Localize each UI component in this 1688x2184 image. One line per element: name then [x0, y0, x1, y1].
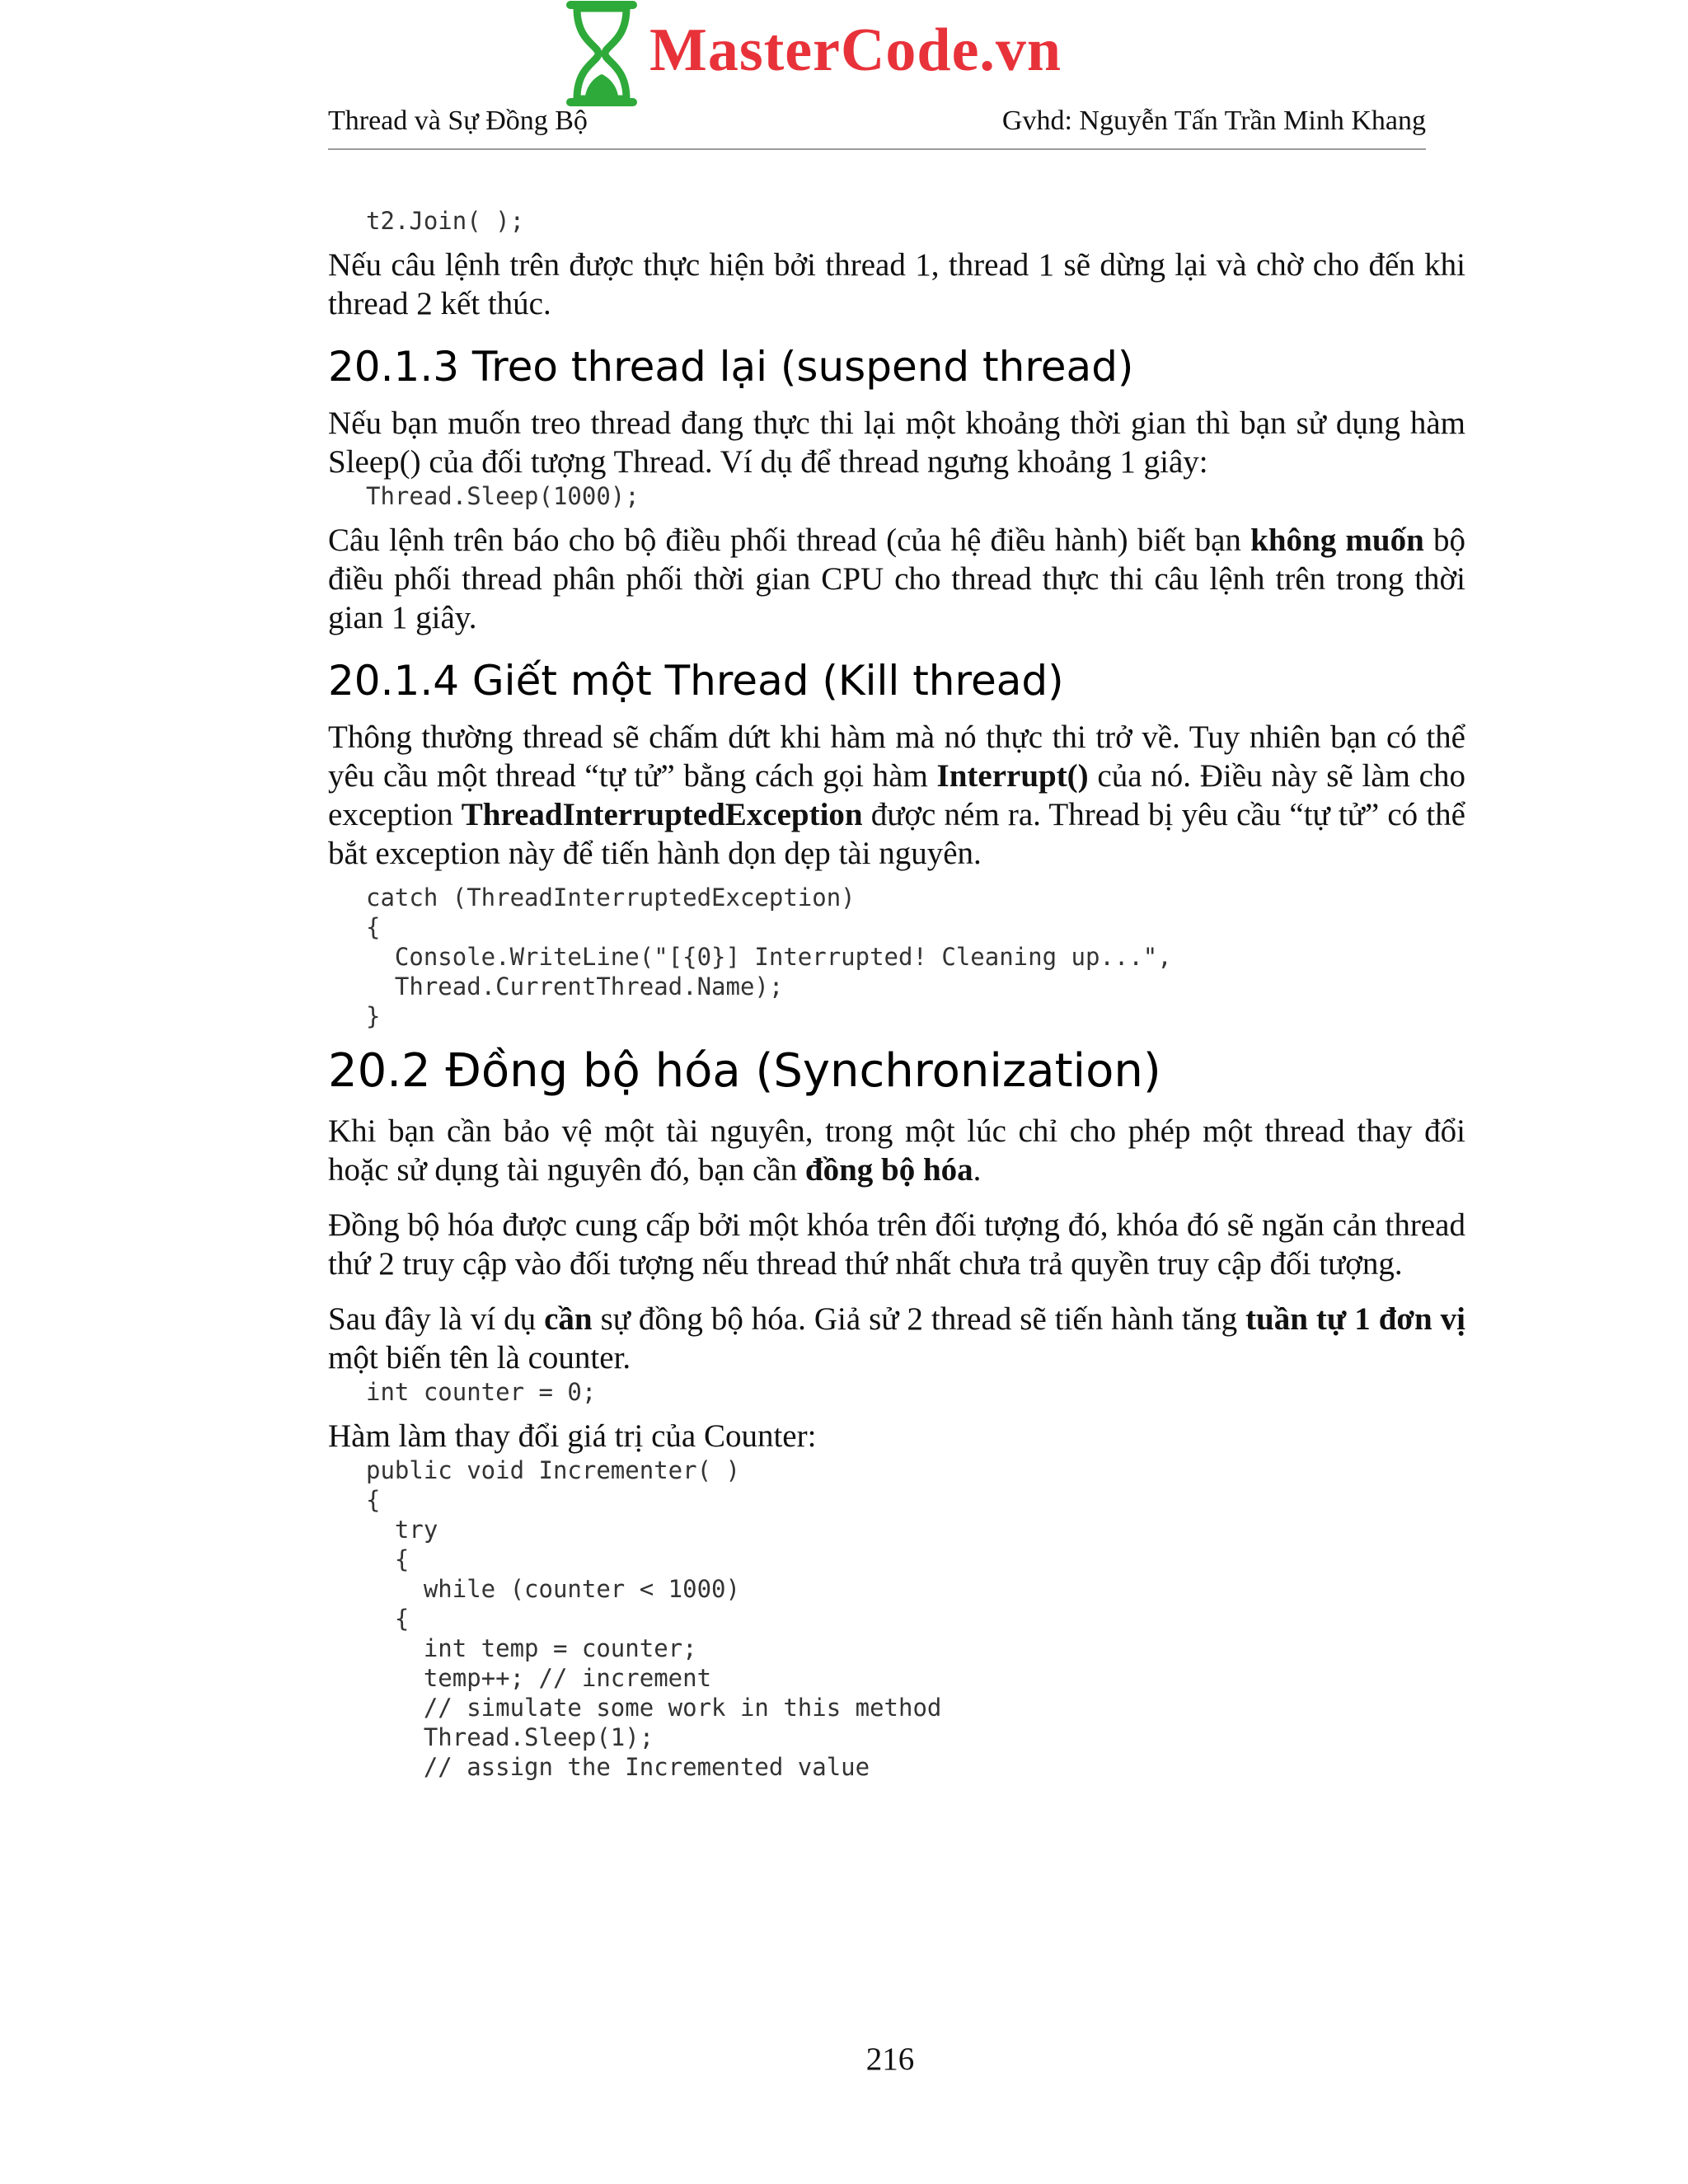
code-catch-block: catch (ThreadInterruptedException) { Console.WriteLine("[{0}] Interrupted! Cleaning up...", Thread.CurrentThread.Name); }	[366, 883, 1172, 1030]
running-header	[328, 105, 1426, 150]
heading-20-1-3: 20.1.3 Treo thread lại (suspend thread)	[328, 343, 1134, 391]
paragraph-counter-function: Hàm làm thay đổi giá trị của Counter:	[328, 1418, 817, 1454]
paragraph-sleep-intro: Nếu bạn muốn treo thread đang thực thi lại một khoảng thời gian thì bạn sử dụng hàm Sleep() của đối tượng Thread. Ví dụ để thread ngưng khoảng 1 giây:	[328, 405, 1465, 480]
heading-20-2: 20.2 Đồng bộ hóa (Synchronization)	[328, 1044, 1161, 1098]
hourglass-icon	[560, 0, 643, 107]
paragraph-join-explanation: Nếu câu lệnh trên được thực hiện bởi thread 1, thread 1 sẽ dừng lại và chờ cho đến khi thread 2 kết thúc.	[328, 247, 1465, 321]
paragraph-sync-lock: Đồng bộ hóa được cung cấp bởi một khóa trên đối tượng đó, khóa đó sẽ ngăn cản thread thứ 2 truy cập vào đối tượng nếu thread thứ nhất chưa trả quyền truy cập đối tượng.	[328, 1207, 1465, 1282]
paragraph-kill-thread: Thông thường thread sẽ chấm dứt khi hàm mà nó thực thi trở về. Tuy nhiên bạn có thể yêu cầu một thread “tự tử” bằng cách gọi hàm Interrupt() của nó. Điều này sẽ làm cho exception ThreadInterruptedException được ném ra. Thread bị yêu cầu “tự tử” có thể bắt exception này để tiến hành dọn dẹp tài nguyên.	[328, 719, 1465, 871]
code-sleep: Thread.Sleep(1000);	[366, 482, 640, 510]
paragraph-sleep-explanation: Câu lệnh trên báo cho bộ điều phối thread (của hệ điều hành) biết bạn không muốn bộ điều phối thread phân phối thời gian CPU cho thread thực thi câu lệnh trên trong thời gian 1 giây.	[328, 523, 1466, 635]
paragraph-sync-example: Sau đây là ví dụ cần sự đồng bộ hóa. Giả sử 2 thread sẽ tiến hành tăng tuần tự 1 đơn vị một biến tên là counter.	[328, 1301, 1465, 1376]
paragraph-sync-intro: Khi bạn cần bảo vệ một tài nguyên, trong một lúc chỉ cho phép một thread thay đổi hoặc sử dụng tài nguyên đó, bạn cần đồng bộ hóa.	[328, 1113, 1465, 1188]
code-incrementer: public void Incrementer( ) { try { while (counter < 1000) { int temp = counter; temp++; // increment // simulate some work in this method Thread.Sleep(1); // assign the Incremented value	[366, 1456, 942, 1781]
page-number: 216	[865, 2041, 915, 2077]
mastercode-logo	[560, 0, 1137, 107]
page-content	[328, 206, 1465, 1782]
header-chapter-title: Thread và Sự Đồng Bộ	[328, 105, 588, 136]
header-instructor: Gvhd: Nguyễn Tấn Trần Minh Khang	[1001, 105, 1426, 136]
code-counter-decl: int counter = 0;	[366, 1378, 597, 1406]
heading-20-1-4: 20.1.4 Giết một Thread (Kill thread)	[328, 657, 1064, 705]
logo-text: MasterCode.vn	[649, 16, 1062, 84]
code-join: t2.Join( );	[366, 207, 525, 235]
